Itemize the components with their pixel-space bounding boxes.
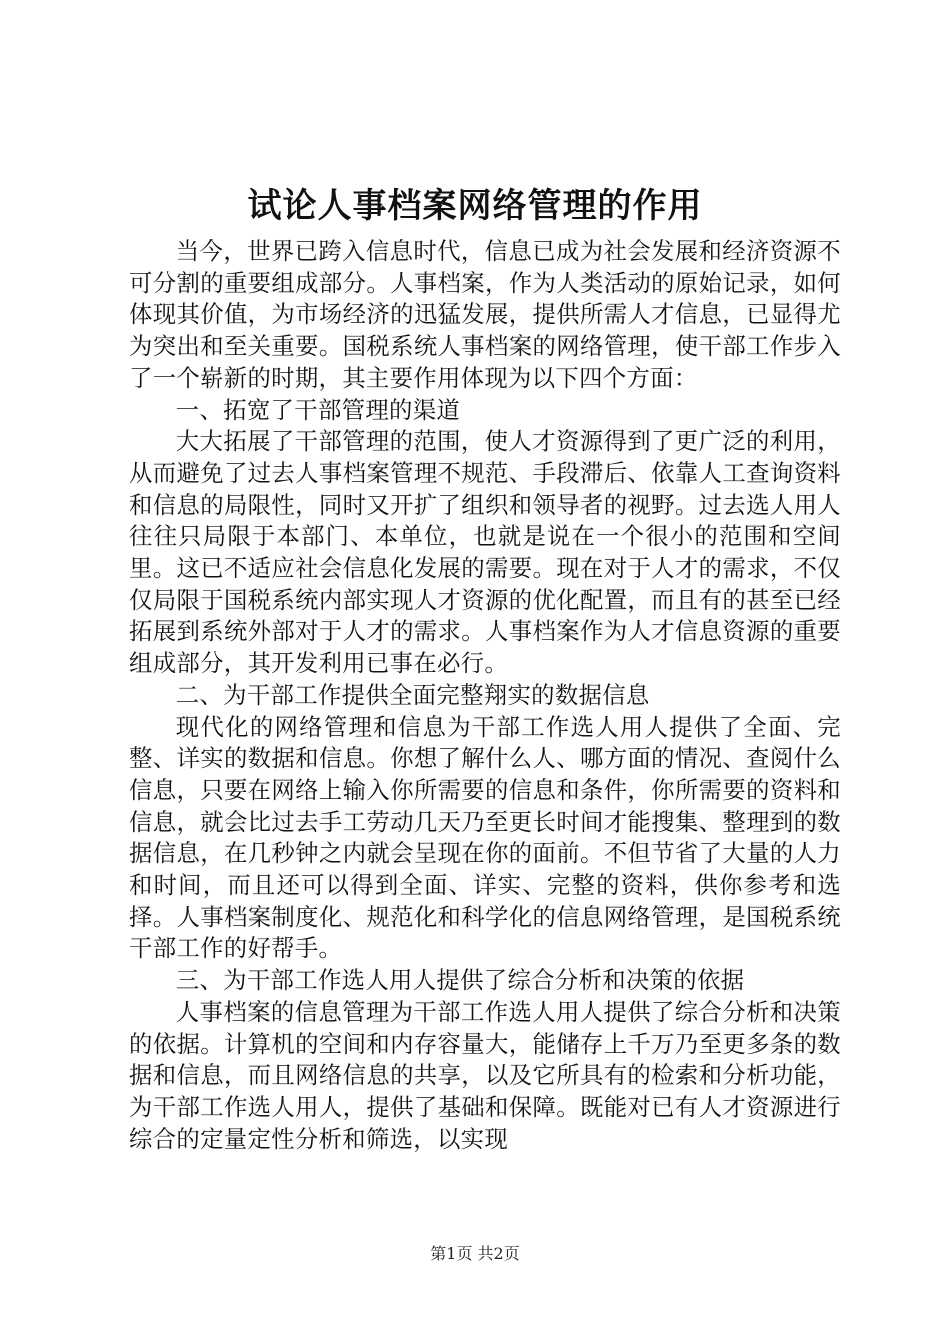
paragraph-section-1: 大大拓展了干部管理的范围，使人才资源得到了更广泛的利用，从而避免了过去人事档案管理不规范、手段滞后、依靠人工查询资料和信息的局限性，同时又开扩了组织和领导者的视野。过去选人用人往往只局限于本部门、本单位，也就是说在一个很小的范围和空间里。这已不适应社会信息化发展的需要。现在对于人才的需求，不仅仅局限于国税系统内部实现人才资源的优化配置，而且有的甚至已经拓展到系统外部对于人才的需求。人事档案作为人才信息资源的重要组成部分，其开发利用已事在必行。 [129, 427, 841, 678]
document-body [129, 236, 841, 1155]
section-heading-3: 三、为干部工作选人用人提供了综合分析和决策的依据 [175, 966, 745, 995]
section-heading-1: 一、拓宽了干部管理的渠道 [175, 395, 461, 424]
document-title: 试论人事档案网络管理的作用 [247, 186, 703, 226]
page-footer: 第1页 共2页 [430, 1244, 520, 1263]
paragraph-section-3: 人事档案的信息管理为干部工作选人用人提供了综合分析和决策的依据。计算机的空间和内存容量大，能储存上千万乃至更多条的数据和信息，而且网络信息的共享，以及它所具有的检索和分析功能，为干部工作选人用人，提供了基础和保障。既能对已有人才资源进行综合的定量定性分析和筛选，以实现 [129, 997, 841, 1153]
paragraph-intro: 当今，世界已跨入信息时代，信息已成为社会发展和经济资源不可分割的重要组成部分。人事档案，作为人类活动的原始记录，如何体现其价值，为市场经济的迅猛发展，提供所需人才信息，已显得尤为突出和至关重要。国税系统人事档案的网络管理，使干部工作步入了一个崭新的时期，其主要作用体现为以下四个方面： [129, 237, 841, 392]
paragraph-section-2: 现代化的网络管理和信息为干部工作选人用人提供了全面、完整、详实的数据和信息。你想了解什么人、哪方面的情况、查阅什么信息，只要在网络上输入你所需要的信息和条件，你所需要的资料和信息，就会比过去手工劳动几天乃至更长时间才能搜集、整理到的数据信息，在几秒钟之内就会呈现在你的面前。不但节省了大量的人力和时间，而且还可以得到全面、详实、完整的资料，供你参考和选择。人事档案制度化、规范化和科学化的信息网络管理，是国税系统干部工作的好帮手。 [129, 712, 841, 963]
section-heading-2: 二、为干部工作提供全面完整翔实的数据信息 [175, 680, 650, 709]
